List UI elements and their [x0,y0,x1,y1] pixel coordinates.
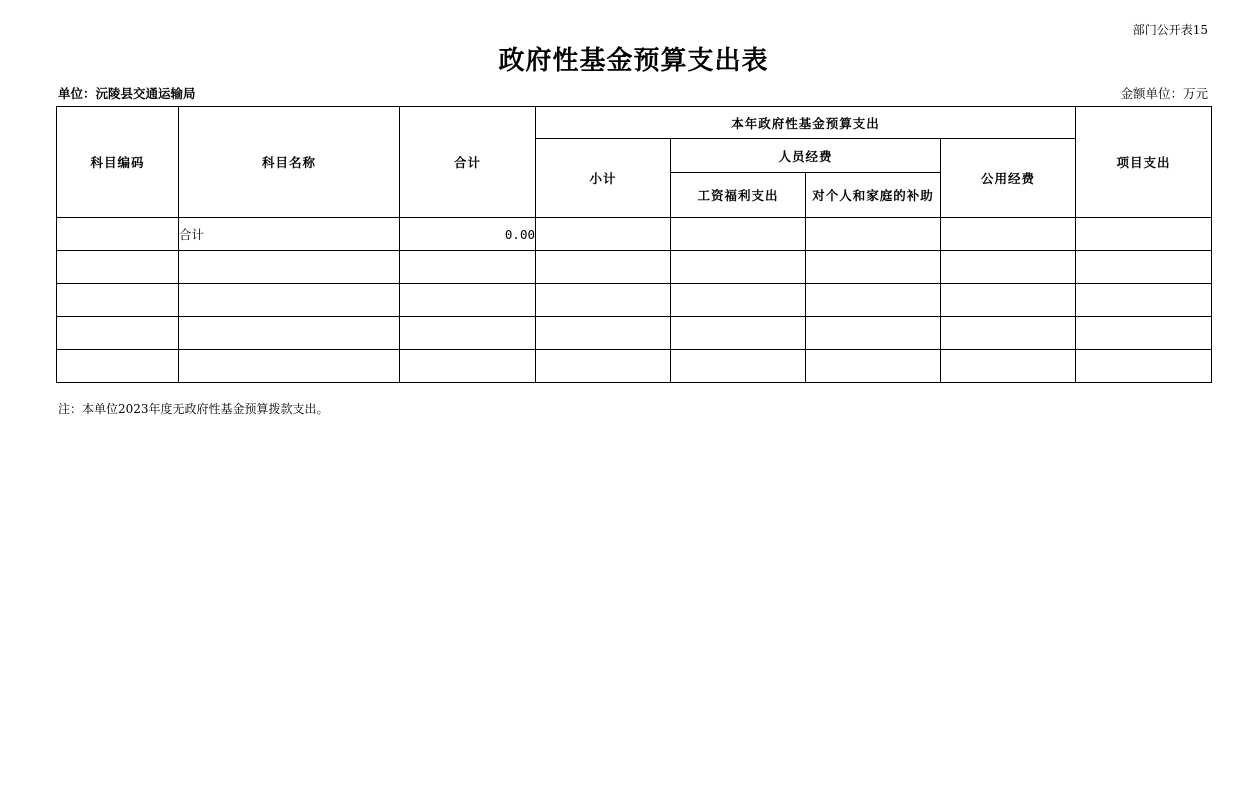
cell-subsidy [806,317,941,350]
cell-project [1076,251,1212,284]
cell-code [57,317,179,350]
cell-public [941,218,1076,251]
cell-wages [671,251,806,284]
cell-public [941,350,1076,383]
budget-table [56,106,1212,383]
table-row [57,317,1212,350]
cell-subsidy [806,251,941,284]
cell-wages [671,317,806,350]
cell-total [400,251,536,284]
page-title: 政府性基金预算支出表 [498,46,769,76]
cell-public [941,284,1076,317]
table-row [57,218,1212,251]
footnote: 注：本单位2023年度无政府性基金预算拨款支出。 [58,402,329,416]
cell-total [400,317,536,350]
cell-subtotal [536,350,671,383]
cell-subtotal [536,251,671,284]
cell-subsidy [806,284,941,317]
cell-subsidy [806,350,941,383]
table-row [57,251,1212,284]
cell-name [179,317,400,350]
cell-project [1076,218,1212,251]
header-household-subsidy: 对个人和家庭的补助 [806,173,941,218]
table-number: 部门公开表15 [1132,23,1208,37]
cell-code [57,284,179,317]
cell-name [179,251,400,284]
cell-subtotal [536,284,671,317]
header-subject-name: 科目名称 [179,107,400,218]
header-personnel-group: 人员经费 [671,139,941,173]
table-row [57,350,1212,383]
cell-name [179,284,400,317]
header-total: 合计 [400,107,536,218]
cell-total [400,284,536,317]
cell-public [941,251,1076,284]
cell-subtotal [536,218,671,251]
cell-code [57,251,179,284]
header-subject-code: 科目编码 [57,107,179,218]
cell-project [1076,284,1212,317]
unit-label: 单位：沅陵县交通运输局 [58,86,196,101]
cell-subtotal [536,317,671,350]
cell-total [400,350,536,383]
header-wages-welfare: 工资福利支出 [671,173,806,218]
cell-wages [671,218,806,251]
amount-unit-label: 金额单位：万元 [1120,86,1208,101]
cell-name [179,350,400,383]
header-subtotal: 小计 [536,139,671,218]
table-row [57,284,1212,317]
cell-project [1076,317,1212,350]
cell-name: 合计 [179,218,400,251]
cell-subsidy [806,218,941,251]
cell-code [57,218,179,251]
header-public-expense: 公用经费 [941,139,1076,218]
header-current-year-group: 本年政府性基金预算支出 [536,107,1076,139]
cell-wages [671,350,806,383]
cell-public [941,317,1076,350]
cell-total: 0.00 [400,218,536,251]
header-project-expense: 项目支出 [1076,107,1212,218]
cell-project [1076,350,1212,383]
cell-wages [671,284,806,317]
cell-code [57,350,179,383]
